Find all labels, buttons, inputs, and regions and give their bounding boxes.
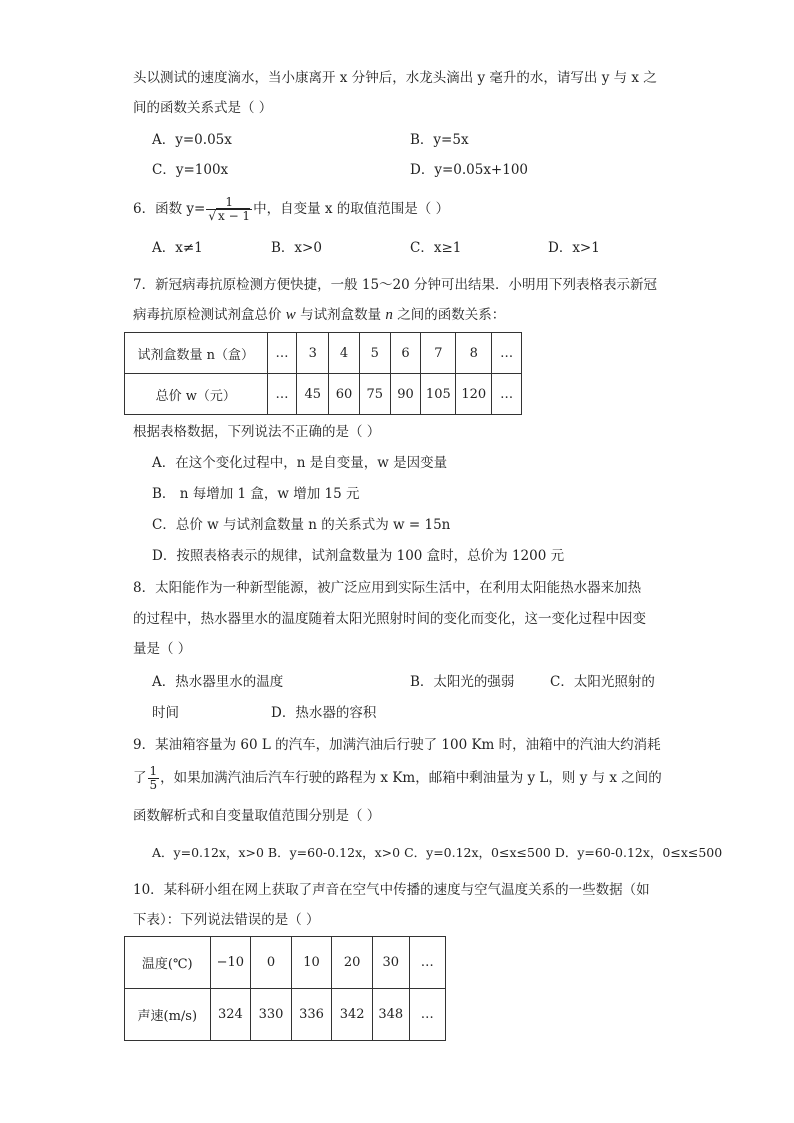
q7-cell: 75 xyxy=(359,374,390,415)
q7-cell: … xyxy=(492,333,522,374)
q10-table xyxy=(124,936,446,1041)
q10-cell: 0 xyxy=(251,937,292,989)
q7-line2-pre: 病毒抗原检测试剂盒总价 xyxy=(133,307,286,323)
q10-cell: … xyxy=(409,989,445,1041)
q9-line2-pre: 了 xyxy=(133,770,147,786)
q8-option-c: C．太阳光照射的 xyxy=(550,674,655,690)
q10-stem-line1: 10．某科研小组在网上获取了声音在空气中传播的速度与空气温度关系的一些数据（如 xyxy=(133,882,650,898)
q7-cell: 总价 w（元） xyxy=(125,374,268,415)
q6-stem-pre: 6．函数 y= xyxy=(133,201,206,217)
q8-option-d: D．热水器的容积 xyxy=(271,705,377,721)
q7-cell: 3 xyxy=(297,333,329,374)
q7-line2-mid: 与试剂盒数量 xyxy=(295,307,386,323)
q7-cell: 4 xyxy=(329,333,360,374)
q7-option-c: C．总价 w 与试剂盒数量 n 的关系式为 w = 15n xyxy=(152,517,451,533)
q7-cell: 8 xyxy=(456,333,492,374)
q7-stem-line2 xyxy=(133,305,505,325)
q7-cell: 90 xyxy=(390,374,421,415)
q8-stem-line1: 8．太阳能作为一种新型能源，被广泛应用到实际生活中，在利用太阳能热水器来加热 xyxy=(133,580,642,596)
q10-table-row-temperature xyxy=(125,937,446,989)
q9-stem-line3: 函数解析式和自变量取值范围分别是（ ） xyxy=(133,808,381,824)
q5-option-a: A．y=0.05x xyxy=(152,132,232,148)
q10-cell: 324 xyxy=(210,989,251,1041)
q9-frac-den: 5 xyxy=(149,778,158,792)
q10-cell: 342 xyxy=(332,989,373,1041)
q7-line2-post: 之间的函数关系： xyxy=(392,307,506,323)
q7-cell: 45 xyxy=(297,374,329,415)
q10-cell: 10 xyxy=(291,937,332,989)
q10-cell: … xyxy=(409,937,445,989)
q6-option-c: C．x≥1 xyxy=(410,240,462,256)
q7-stem-line1: 7．新冠病毒抗原检测方便快捷，一般 15～20 分钟可出结果．小明用下列表格表示新冠 xyxy=(133,277,658,293)
q10-cell: −10 xyxy=(210,937,251,989)
q7-cell: … xyxy=(492,374,522,415)
q7-prompt: 根据表格数据，下列说法不正确的是（ ） xyxy=(133,424,381,440)
q7-cell: … xyxy=(267,333,297,374)
q7-cell: 6 xyxy=(390,333,421,374)
q7-cell: 105 xyxy=(421,374,456,415)
q6-fraction xyxy=(206,196,252,223)
q5-option-b: B．y=5x xyxy=(410,132,469,148)
q7-option-b: B． n 每增加 1 盒，w 增加 15 元 xyxy=(152,486,360,502)
q6-frac-num: 1 xyxy=(206,196,252,210)
q10-cell: 20 xyxy=(332,937,373,989)
q8-stem-line3: 量是（ ） xyxy=(133,641,192,657)
q8-option-b: B．太阳光的强弱 xyxy=(410,674,515,690)
q9-frac-num: 1 xyxy=(149,764,158,778)
q5-option-d: D．y=0.05x+100 xyxy=(410,162,529,178)
q10-cell: 348 xyxy=(372,989,409,1041)
q9-options: A．y=0.12x，x>0 B．y=60-0.12x，x>0 C．y=0.12x，0≤x≤500 D．y=60-0.12x，0≤x≤500 xyxy=(152,845,723,860)
q7-cell: 120 xyxy=(456,374,492,415)
q6-option-a: A．x≠1 xyxy=(152,240,203,256)
q10-cell: 336 xyxy=(291,989,332,1041)
q10-cell: 330 xyxy=(251,989,292,1041)
q7-cell: … xyxy=(267,374,297,415)
q6-stem xyxy=(133,196,449,223)
q7-cell: 60 xyxy=(329,374,360,415)
q8-stem-line2: 的过程中，热水器里水的温度随着太阳光照射时间的变化而变化，这一变化过程中因变 xyxy=(133,611,646,627)
q7-table-row-quantity xyxy=(125,333,522,374)
q6-frac-den: √ x − 1 xyxy=(208,209,251,223)
q10-cell: 30 xyxy=(372,937,409,989)
q10-cell: 温度(℃) xyxy=(125,937,211,989)
q7-table xyxy=(124,332,522,415)
q7-cell: 7 xyxy=(421,333,456,374)
q10-cell: 声速(m/s) xyxy=(125,989,211,1041)
q7-var-n: n xyxy=(385,307,393,323)
q6-option-d: D．x>1 xyxy=(548,240,600,256)
q10-stem-line2: 下表）：下列说法错误的是（ ） xyxy=(133,912,320,928)
q5-stem-line1: 头以测试的速度滴水，当小康离开 x 分钟后，水龙头滴出 y 毫升的水，请写出 y 与 x 之 xyxy=(133,70,657,86)
q9-line2-post: ，如果加满汽油后汽车行驶的路程为 x Km，邮箱中剩油量为 y L，则 y 与 x 之间的 xyxy=(160,770,662,786)
q7-table-row-price xyxy=(125,374,522,415)
q5-stem-line2: 间的函数关系式是（ ） xyxy=(133,100,273,116)
q9-stem-line2 xyxy=(133,765,662,792)
q8-option-c-cont: 时间 xyxy=(152,705,179,721)
q9-fraction xyxy=(148,765,160,792)
q7-option-a: A．在这个变化过程中，n 是自变量，w 是因变量 xyxy=(152,455,448,471)
q5-option-c: C．y=100x xyxy=(152,162,229,178)
q7-cell: 试剂盒数量 n（盒） xyxy=(125,333,268,374)
q6-option-b: B．x>0 xyxy=(271,240,322,256)
q6-stem-post: 中，自变量 x 的取值范围是（ ） xyxy=(253,201,450,217)
q7-cell: 5 xyxy=(359,333,390,374)
q6-radicand: x − 1 xyxy=(217,209,251,223)
q7-option-d: D．按照表格表示的规律，试剂盒数量为 100 盒时，总价为 1200 元 xyxy=(152,548,565,564)
q10-table-row-speed xyxy=(125,989,446,1041)
q8-option-a: A．热水器里水的温度 xyxy=(152,674,284,690)
q7-var-w: w xyxy=(285,307,296,323)
q9-stem-line1: 9．某油箱容量为 60 L 的汽车，加满汽油后行驶了 100 Km 时，油箱中的汽油大约消耗 xyxy=(133,737,661,753)
